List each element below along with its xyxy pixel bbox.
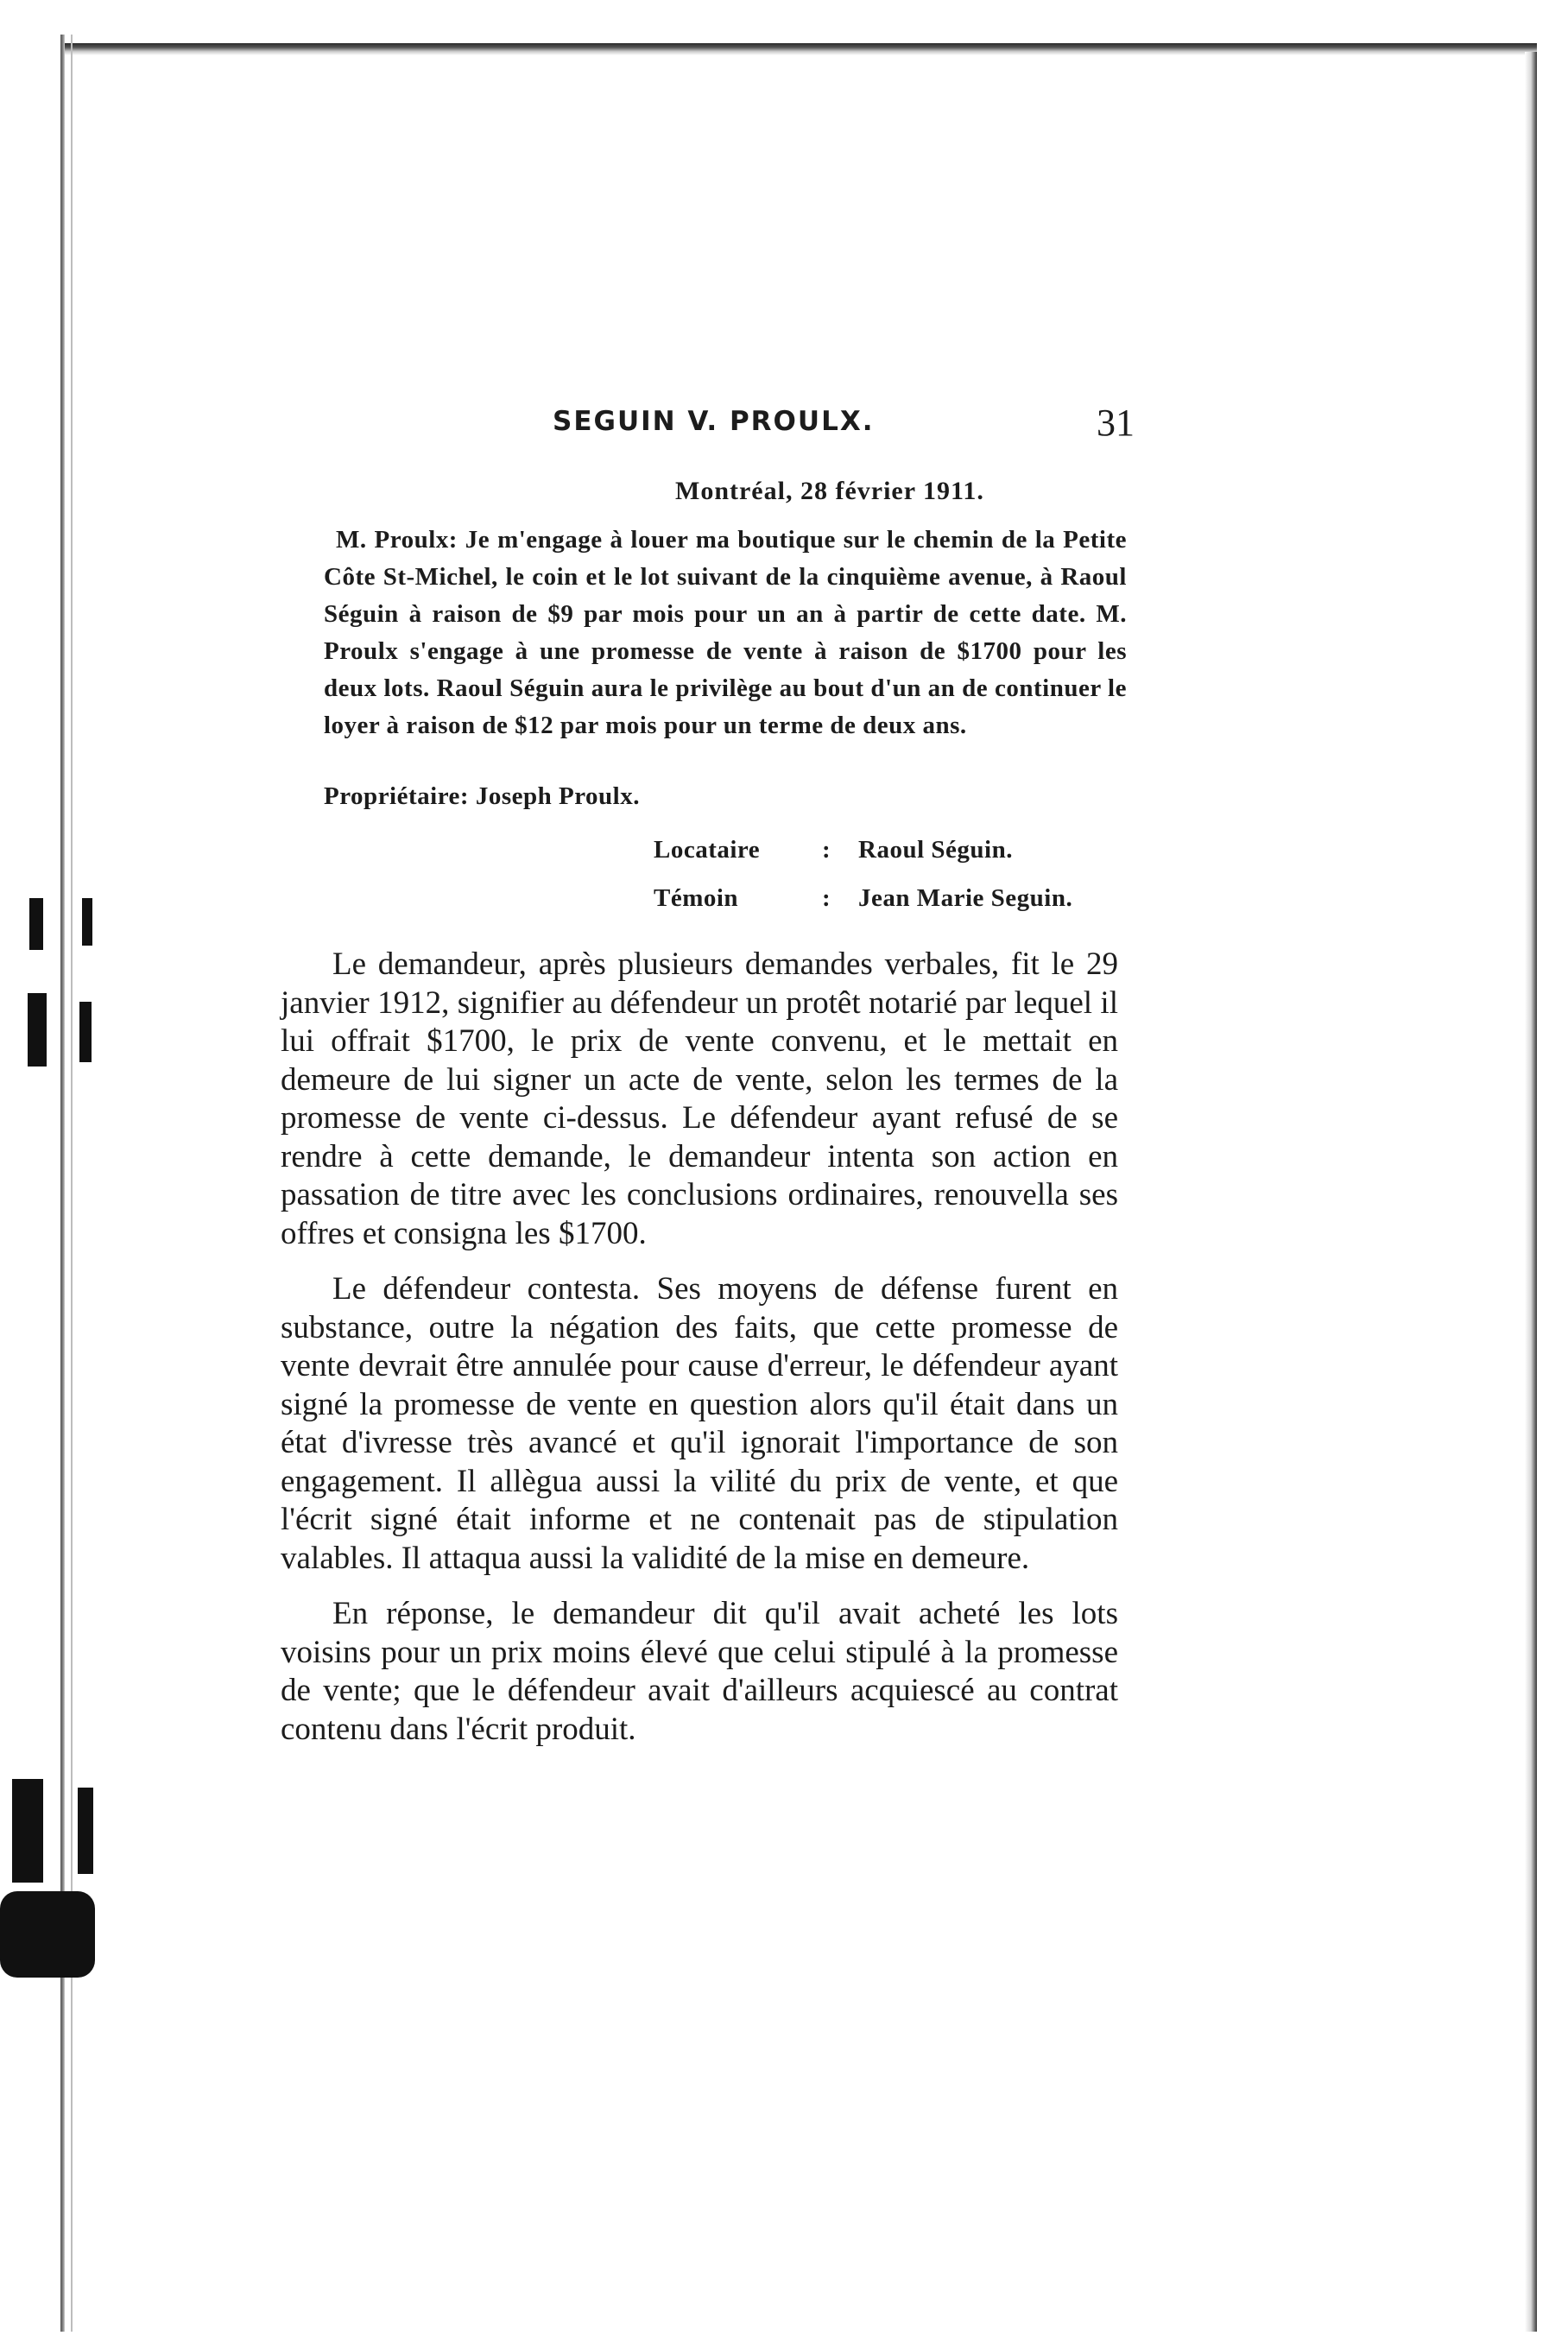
signatory-row	[654, 884, 1072, 913]
running-head: SEGUIN V. PROULX.	[553, 406, 875, 437]
owner-line: Propriétaire: Joseph Proulx.	[324, 782, 640, 810]
signatory-separator: :	[822, 836, 831, 864]
quoted-promise	[324, 522, 1127, 744]
signatory-name: Jean Marie Seguin.	[858, 884, 1073, 912]
body-paragraph: Le défendeur contesta. Ses moyens de défense furent en substance, outre la négation des faits, que cette promesse de vente devrait être annulée pour cause d'erreur, le défendeur ayant signé la promesse de vente en question alors qu'il était dans un état d'ivresse très avancé et qu'il ignorait l'importance de son engagement. Il allègua aussi la vilité du prix de vente, et que l'écrit signé était informe et ne contenait pas de stipulation valables. Il attaqua aussi la validité de la mise en demeure.	[281, 1271, 1118, 1576]
signatory-name: Raoul Séguin.	[858, 836, 1013, 864]
signatory-row	[654, 836, 1013, 864]
signatory-role: Locataire	[654, 836, 761, 864]
date-line: Montréal, 28 février 1911.	[675, 477, 984, 505]
body-paragraph: En réponse, le demandeur dit qu'il avait acheté les lots voisins pour un prix moins élevé que celui stipulé à la promesse de vente; que le défendeur avait d'ailleurs acquiescé au contrat contenu dans l'écrit produit.	[281, 1596, 1118, 1747]
body-text	[281, 946, 1118, 1766]
signatory-separator: :	[822, 884, 831, 912]
body-paragraph: Le demandeur, après plusieurs demandes verbales, fit le 29 janvier 1912, signifier au défendeur un protêt notarié par lequel il lui offrait $1700, le prix de vente convenu, et le mettait en demeure de lui signer un acte de vente, selon les termes de la promesse de vente ci-dessus. Le défendeur ayant refusé de se rendre à cette demande, le demandeur intenta son action en passation de titre avec les conclusions ordinaires, renouvella ses offres et consigna les $1700.	[281, 946, 1118, 1251]
signatory-role: Témoin	[654, 884, 739, 912]
page-number: 31	[1097, 402, 1135, 444]
quoted-promise-text: M. Proulx: Je m'engage à louer ma boutique sur le chemin de la Petite Côte St-Michel, le coin et le lot suivant de la cinquième avenue, à Raoul Séguin à raison de $9 par mois pour un an à partir de cette date. M. Proulx s'engage à une promesse de vente à raison de $1700 pour les deux lots. Raoul Séguin aura le privilège au bout d'un an de continuer le loyer à raison de $12 par mois pour un terme de deux ans.	[324, 526, 1127, 739]
